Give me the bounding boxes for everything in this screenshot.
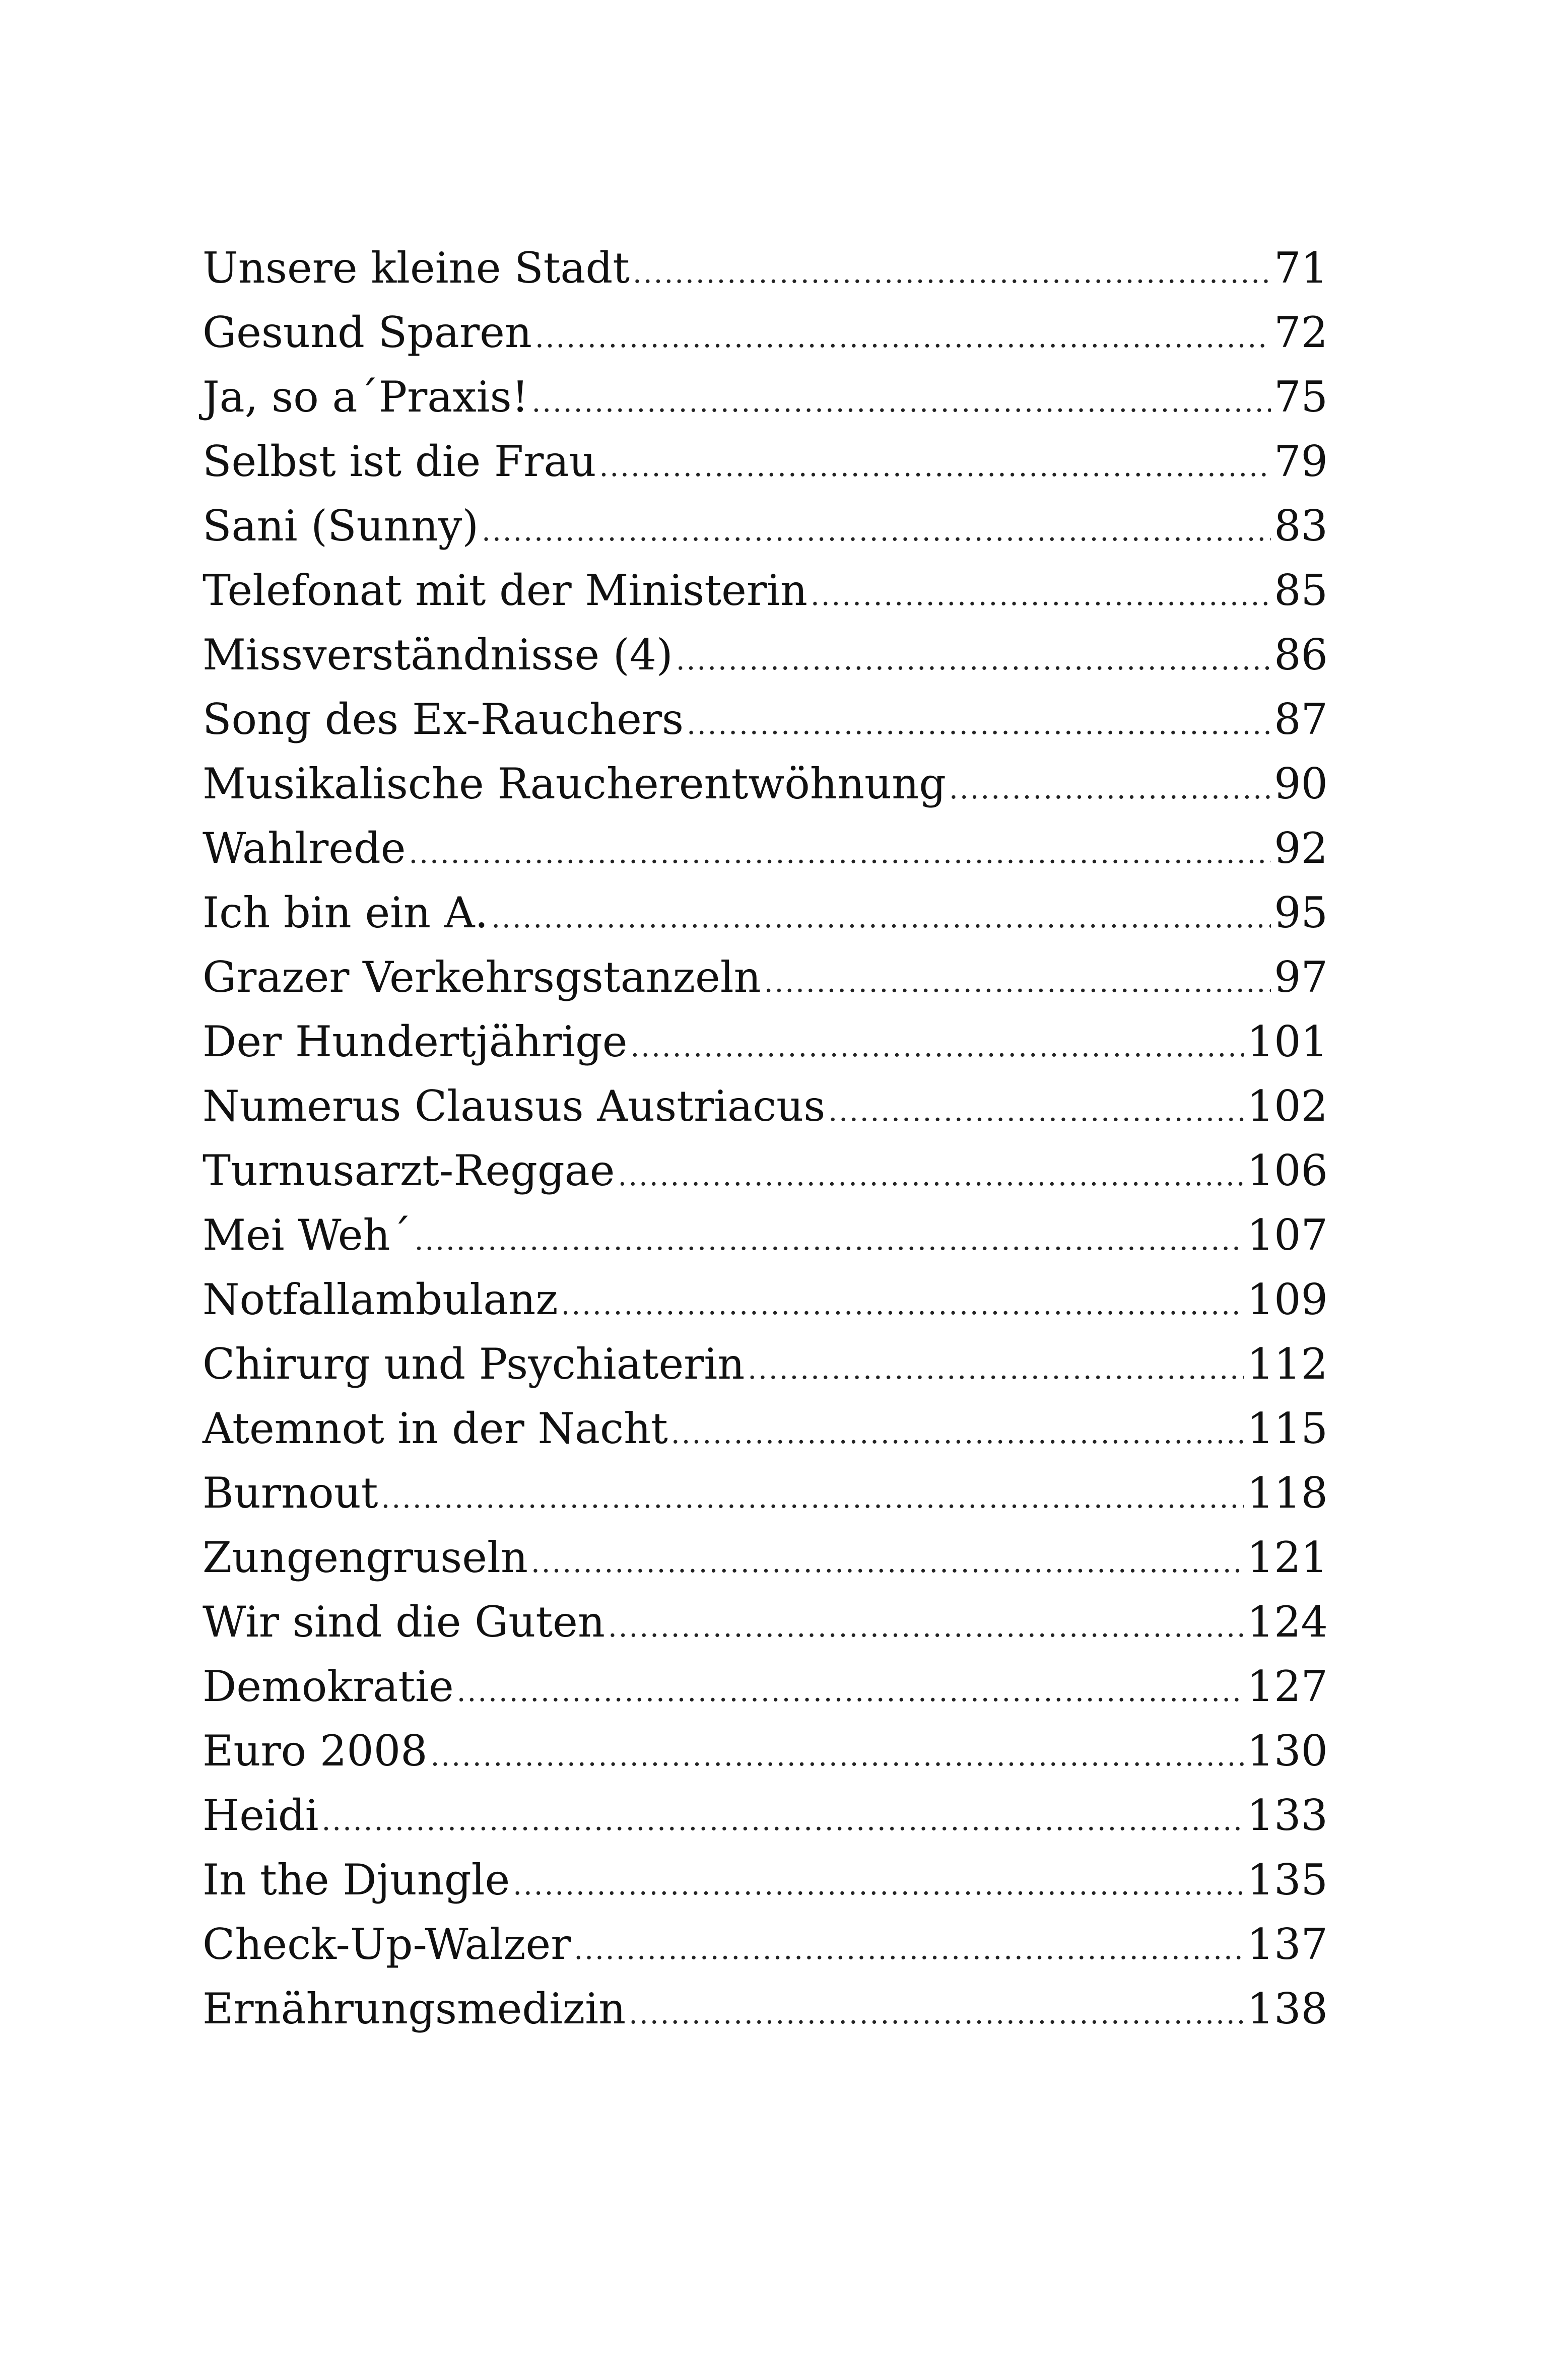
toc-entry [203,1461,1328,1525]
toc-entry [203,1525,1328,1590]
toc-entry [203,1009,1328,1074]
toc-entry-title: Gesund Sparen [203,308,532,357]
toc-entry-page: 92 [1274,824,1328,873]
toc-dot-leader [599,435,1271,499]
toc-entry-page: 106 [1247,1146,1328,1195]
toc-dot-leader [949,757,1271,822]
toc-dot-leader [687,693,1271,757]
toc-dot-leader [629,1982,1244,2047]
toc-entry [203,1267,1328,1332]
toc-entry-title: Heidi [203,1791,319,1840]
toc-entry [203,1396,1328,1461]
toc-entry-title: Atemnot in der Nacht [203,1404,668,1453]
toc-dot-leader [381,1466,1244,1531]
toc-entry-title: Check-Up-Walzer [203,1920,571,1969]
toc-dot-leader [491,886,1271,950]
toc-entry-title: Der Hundertjährige [203,1017,628,1066]
toc-entry [203,1590,1328,1654]
toc-entry-page: 112 [1247,1339,1328,1389]
toc-entry-title: Demokratie [203,1662,454,1711]
toc-dot-leader [618,1144,1244,1208]
toc-entry-title: Telefonat mit der Ministerin [203,566,808,615]
toc-dot-leader [513,1853,1244,1918]
toc-entry-page: 115 [1247,1404,1328,1453]
toc-entry-title: Grazer Verkehrsgstanzeln [203,953,761,1002]
toc-entry-page: 107 [1247,1210,1328,1260]
toc-entry-title: Selbst ist die Frau [203,437,596,486]
toc-dot-leader [633,241,1271,306]
toc-entry-title: Wahlrede [203,824,406,873]
toc-entry-page: 85 [1274,566,1328,615]
toc-entry-title: Mei Weh´ [203,1210,412,1260]
toc-entry-title: Turnusarzt-Reggae [203,1146,615,1195]
toc-entry [203,1203,1328,1267]
toc-dot-leader [431,1724,1244,1789]
toc-entry-page: 130 [1247,1726,1328,1776]
toc-entry [203,236,1328,300]
toc-entry [203,1977,1328,2041]
toc-dot-leader [457,1660,1244,1724]
toc-entry-title: Unsere kleine Stadt [203,243,630,293]
toc-entry-page: 86 [1274,630,1328,679]
toc-entry-page: 97 [1274,953,1328,1002]
toc-entry-page: 90 [1274,759,1328,808]
toc-entry-title: Song des Ex-Rauchers [203,695,684,744]
toc-entry [203,945,1328,1009]
toc-entry [203,365,1328,429]
toc-dot-leader [608,1595,1244,1660]
toc-entry [203,880,1328,945]
toc-entry-title: Zungengruseln [203,1533,528,1582]
toc-dot-leader [409,822,1271,886]
toc-entry-page: 79 [1274,437,1328,486]
toc-entry-page: 137 [1247,1920,1328,1969]
table-of-contents [203,236,1328,2041]
toc-entry-page: 95 [1274,888,1328,937]
toc-entry [203,1654,1328,1719]
toc-entry-page: 127 [1247,1662,1328,1711]
toc-dot-leader [415,1208,1244,1273]
toc-entry-page: 101 [1247,1017,1328,1066]
toc-entry-page: 133 [1247,1791,1328,1840]
toc-entry-page: 83 [1274,501,1328,551]
toc-entry-page: 135 [1247,1855,1328,1905]
toc-entry-page: 138 [1247,1984,1328,2033]
toc-entry-title: Ich bin ein A. [203,888,489,937]
toc-entry [203,300,1328,365]
toc-entry-title: Numerus Clausus Austriacus [203,1081,826,1131]
toc-dot-leader [671,1402,1244,1466]
toc-dot-leader [561,1273,1244,1337]
toc-entry [203,494,1328,558]
toc-dot-leader [676,628,1271,693]
toc-entry-page: 71 [1274,243,1328,293]
toc-entry [203,429,1328,494]
toc-entry [203,1848,1328,1912]
toc-entry [203,752,1328,816]
toc-entry-title: Ernährungsmedizin [203,1984,626,2033]
toc-entry [203,1719,1328,1783]
toc-dot-leader [828,1079,1244,1144]
toc-entry-title: Notfallambulanz [203,1275,558,1324]
toc-entry-title: Musikalische Raucherentwöhnung [203,759,947,808]
toc-entry [203,1332,1328,1396]
toc-entry [203,816,1328,880]
toc-entry-title: Sani (Sunny) [203,501,479,551]
toc-entry [203,1912,1328,1977]
toc-entry-page: 124 [1247,1597,1328,1647]
toc-dot-leader [531,1531,1244,1595]
toc-entry-title: Burnout [203,1468,378,1518]
toc-entry [203,623,1328,687]
toc-entry [203,558,1328,623]
toc-dot-leader [811,564,1271,628]
toc-entry [203,1138,1328,1203]
toc-dot-leader [535,306,1271,370]
toc-dot-leader [574,1918,1244,1982]
toc-entry-title: Ja, so a´Praxis! [203,372,529,422]
toc-entry [203,1074,1328,1138]
toc-entry-title: Chirurg und Psychiaterin [203,1339,745,1389]
toc-dot-leader [482,499,1271,564]
toc-entry-title: Missverständnisse (4) [203,630,673,679]
toc-entry-title: In the Djungle [203,1855,510,1905]
toc-entry-title: Euro 2008 [203,1726,428,1776]
toc-dot-leader [531,370,1271,435]
toc-entry-page: 118 [1247,1468,1328,1518]
toc-entry-title: Wir sind die Guten [203,1597,605,1647]
toc-entry-page: 75 [1274,372,1328,422]
toc-entry-page: 109 [1247,1275,1328,1324]
toc-dot-leader [631,1015,1244,1079]
toc-dot-leader [748,1337,1244,1402]
toc-entry [203,1783,1328,1848]
toc-entry [203,687,1328,752]
toc-entry-page: 72 [1274,308,1328,357]
toc-entry-page: 121 [1247,1533,1328,1582]
toc-dot-leader [321,1789,1244,1853]
toc-entry-page: 102 [1247,1081,1328,1131]
toc-entry-page: 87 [1274,695,1328,744]
toc-dot-leader [764,950,1271,1015]
